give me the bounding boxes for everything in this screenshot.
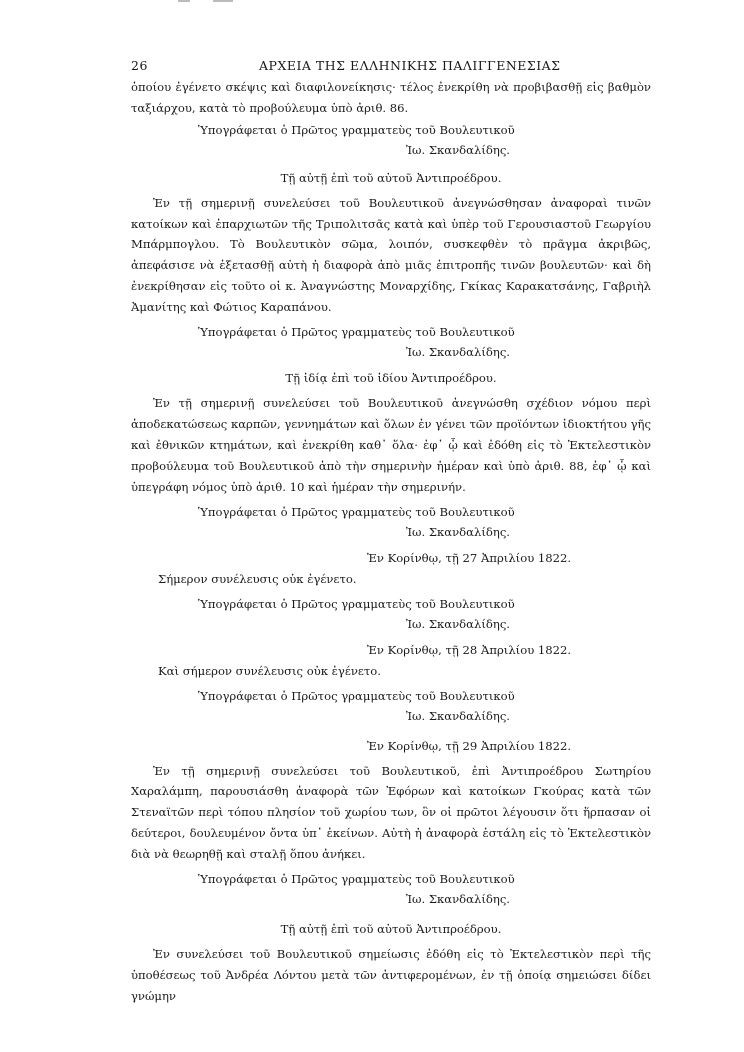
note-line: Καὶ σήμερον συνέλευσις οὐκ ἐγένετο. [158, 663, 381, 678]
signatory-name: Ἰω. Σκανδαλίδης. [406, 524, 510, 539]
date-line: Ἐν Κορίνθῳ, τῇ 27 Ἀπριλίου 1822. [367, 550, 572, 565]
signature-line: Ὑπογράφεται ὁ Πρῶτος γραμματεὺς τοῦ Βουλευτικοῦ [198, 504, 515, 519]
signatory-name: Ἰω. Σκανδαλίδης. [406, 708, 510, 723]
signature-block [131, 120, 651, 160]
scan-artifact [213, 0, 233, 2]
section-heading: Τῇ ἰδίᾳ ἐπὶ τοῦ ἰδίου Ἀντιπροέδρου. [285, 371, 497, 386]
note-line: Σήμερον συνέλευσις οὐκ ἐγένετο. [158, 571, 357, 586]
signatory-name: Ἰω. Σκανδαλίδης. [406, 142, 510, 157]
paragraph: Ἐν συνελεύσει τοῦ Βουλευτικοῦ σημείωσις ἐδόθη εἰς τὸ Ἐκτελεστικὸν περὶ τῆς ὑποθέσεως τοῦ Ἀνδρέα Λόντου μετὰ τῶν ἀντιφερομένων, ἐν τῇ ὁποίᾳ σημειώσει δίδει γνώμην [131, 947, 651, 1003]
page-number: 26 [131, 58, 148, 73]
paragraph: Ἐν τῇ σημερινῇ συνελεύσει τοῦ Βουλευτικοῦ, ἐπὶ Ἀντιπροέδρου Σωτηρίου Χαραλάμπη, παρουσιάσθη ἀναφορὰ τῶν Ἐφόρων καὶ κατοίκων Γκούρας κατὰ τῶν Στεναϊτῶν περὶ τόπου πλησίον τοῦ χωρίου των, ὃν οἱ πρῶτοι λέγουσιν ὅτι ἥρπασαν οἱ δεύτεροι, δουλευμένον ὄντα ὑπ᾽ ἐκείνων. Αὐτὴ ἡ ἀναφορὰ ἐστάλη εἰς τὸ Ἐκτελεστικὸν διὰ νὰ θεωρηθῇ καὶ σταλῇ ὅπου ἀνήκει. [131, 763, 651, 862]
signature-block [131, 502, 651, 542]
section-heading: Τῇ αὐτῇ ἐπὶ τοῦ αὐτοῦ Ἀντιπροέδρου. [280, 922, 502, 937]
running-title: ΑΡΧΕΙΑ ΤΗΣ ΕΛΛΗΝΙΚΗΣ ΠΑΛΙΓΓΕΝΕΣΙΑΣ [259, 58, 561, 73]
signature-block [131, 686, 651, 726]
signature-block [131, 594, 651, 634]
signature-block [131, 869, 651, 909]
scan-artifact [178, 0, 190, 2]
signatory-name: Ἰω. Σκανδαλίδης. [406, 892, 510, 907]
signature-block [131, 322, 651, 362]
date-line: Ἐν Κορίνθῳ, τῇ 29 Ἀπριλίου 1822. [367, 738, 572, 753]
paragraph: Ἐν τῇ σημερινῇ συνελεύσει τοῦ Βουλευτικοῦ ἀνεγνώσθησαν ἀναφοραὶ τινῶν κατοίκων καὶ ἐπαρχιωτῶν τῆς Τριπολιτσᾶς κατὰ καὶ ὑπὲρ τοῦ Γερουσιαστοῦ Γεωργίου Μπάρμπογλου. Τὸ Βουλευτικὸν σῶμα, λοιπόν, συσκεφθὲν τὸ πρᾶγμα ἀκριβῶς, ἀπεφάσισε νὰ ἐξετασθῇ αὐτὴ ἡ διαφορὰ ἀπὸ μιᾶς ἐπιτροπῆς τινῶν βουλευτῶν· καὶ δὴ ἐνεκρίθησαν εἰς τοῦτο οἱ κ. Ἀναγνώστης Μοναρχίδης, Γκίκας Καρακατσάνης, Γαβριὴλ Ἀμανίτης καὶ Φώτιος Καραπάνου. [131, 195, 651, 315]
signature-line: Ὑπογράφεται ὁ Πρῶτος γραμματεὺς τοῦ Βουλευτικοῦ [198, 688, 515, 703]
paragraph: Ἐν τῇ σημερινῇ συνελεύσει τοῦ Βουλευτικοῦ ἀνεγνώσθη σχέδιον νόμου περὶ ἀποδεκατώσεως καρπῶν, γεννημάτων καὶ ὅλων ἐν γένει τῶν προϊόντων ἰδιοκτήτου γῆς καὶ ἐθνικῶν κτημάτων, καὶ ἐνεκρίθη καθ᾽ ὅλα· ἐφ᾽ ᾧ καὶ ἐδόθη εἰς τὸ Ἐκτελεστικὸν προβούλευμα τοῦ Βουλευτικοῦ ἀπὸ τὴν σημερινὴν ἡμέραν καὶ ὑπὸ ἀριθ. 88, ἐφ᾽ ᾧ καὶ ὑπεγράφη νόμος ὑπὸ ἀριθ. 10 καὶ ἡμέραν τὴν σημερινήν. [131, 396, 651, 494]
date-line: Ἐν Κορίνθῳ, τῇ 28 Ἀπριλίου 1822. [367, 642, 572, 657]
signatory-name: Ἰω. Σκανδαλίδης. [406, 345, 510, 360]
section-heading: Τῇ αὐτῇ ἐπὶ τοῦ αὐτοῦ Ἀντιπροέδρου. [280, 170, 502, 185]
paragraph: ὁποίου ἐγένετο σκέψις καὶ διαφιλονείκησις· τέλος ἐνεκρίθη νὰ προβιβασθῇ εἰς βαθμὸν ταξιάρχου, κατὰ τὸ προβούλευμα ὑπὸ ἀριθ. 86. [131, 80, 651, 116]
body-text [131, 77, 651, 1007]
signature-line: Ὑπογράφεται ὁ Πρῶτος γραμματεὺς τοῦ Βουλευτικοῦ [198, 325, 515, 340]
signatory-name: Ἰω. Σκανδαλίδης. [406, 616, 510, 631]
signature-line: Ὑπογράφεται ὁ Πρῶτος γραμματεὺς τοῦ Βουλευτικοῦ [198, 122, 515, 137]
signature-line: Ὑπογράφεται ὁ Πρῶτος γραμματεὺς τοῦ Βουλευτικοῦ [198, 596, 515, 611]
signature-line: Ὑπογράφεται ὁ Πρῶτος γραμματεὺς τοῦ Βουλευτικοῦ [198, 872, 515, 887]
